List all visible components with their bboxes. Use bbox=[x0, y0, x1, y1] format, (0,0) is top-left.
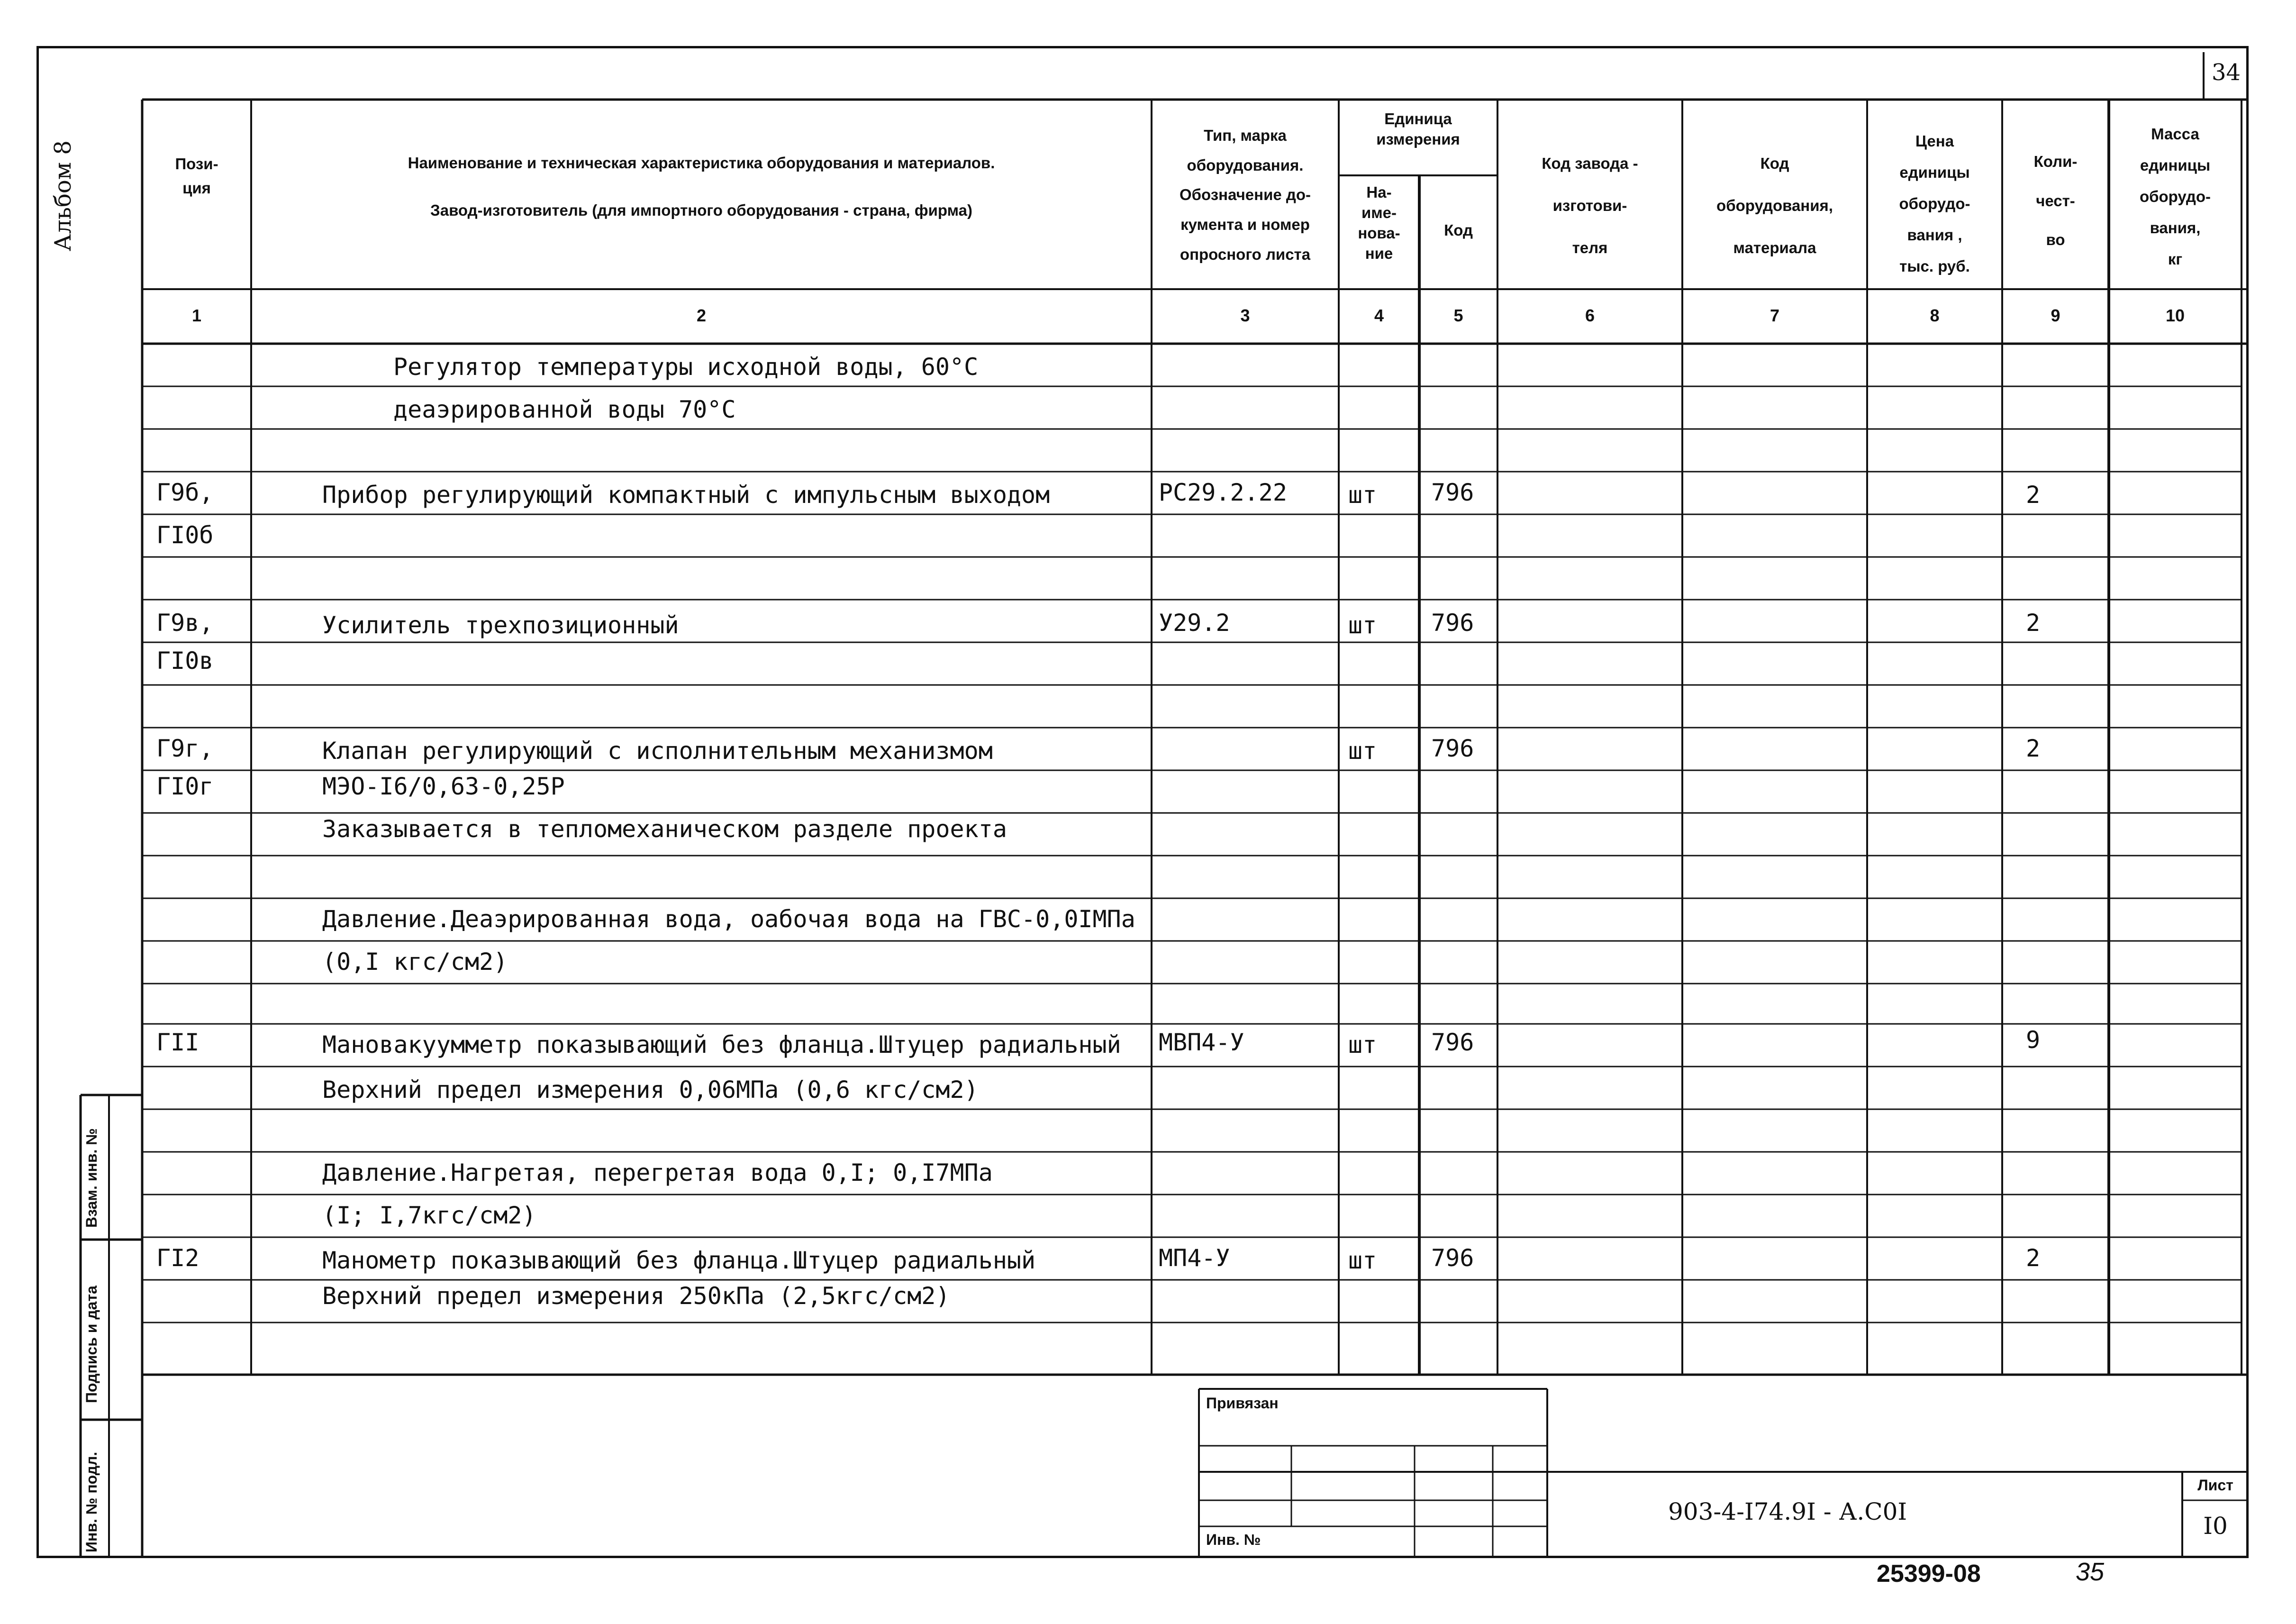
table-row-name: (0,I кгс/см2) bbox=[322, 948, 508, 976]
table-row-qty: 2 bbox=[2026, 1244, 2041, 1272]
sheet-label: Лист bbox=[2197, 1477, 2233, 1494]
footer-page-number: 35 bbox=[2076, 1558, 2105, 1586]
table-row-name: Прибор регулирующий компактный с импульсным выходом bbox=[322, 481, 1050, 509]
side-label-replace-inv: Взам. инв. № bbox=[83, 1128, 100, 1228]
table-row-name: Давление.Нагретая, перегретая вода 0,I; 0,I7МПа bbox=[322, 1159, 993, 1186]
table-row-name: Мановакуумметр показывающий без фланца.Штуцер радиальный bbox=[322, 1031, 1121, 1058]
table-row-position: ГII bbox=[156, 1029, 200, 1056]
header-type: Тип, марка оборудования. Обозначение до- кумента и номер опросного листа bbox=[1180, 127, 1311, 263]
table-row-qty: 2 bbox=[2026, 481, 2041, 509]
document-code: 903-4-I74.9I - А.С0I bbox=[1668, 1498, 1907, 1525]
table-row-name: Верхний предел измерения 0,06МПа (0,6 кгс/см2) bbox=[322, 1076, 979, 1104]
table-row-unit: шт bbox=[1348, 737, 1377, 765]
table-row-code: 796 bbox=[1431, 479, 1474, 506]
page-number: 34 bbox=[2211, 59, 2241, 86]
table-row-name: (I; I,7кгс/см2) bbox=[322, 1202, 536, 1229]
table-row-name: Давление.Деаэрированная вода, оабочая вода на ГВС-0,0IМПа bbox=[322, 905, 1135, 933]
table-row-type: МП4-У bbox=[1159, 1244, 1230, 1272]
side-label-inv-original: Инв. № подл. bbox=[83, 1451, 100, 1552]
table-row-name: Заказывается в тепломеханическом разделе проекта bbox=[322, 815, 1007, 843]
table-row-name: Верхний предел измерения 250кПа (2,5кгс/см2) bbox=[322, 1282, 950, 1310]
header-equipment-code: Код оборудования, материала bbox=[1716, 155, 1833, 257]
table-row-unit: шт bbox=[1348, 481, 1377, 509]
header-unit-group: Единица измерения bbox=[1376, 110, 1460, 148]
column-number: 1 bbox=[191, 306, 202, 325]
column-number: 2 bbox=[696, 306, 707, 325]
column-number: 9 bbox=[2051, 306, 2060, 325]
header-unit-code: Код bbox=[1444, 221, 1473, 239]
column-number: 10 bbox=[2165, 306, 2185, 325]
table-row-code: 796 bbox=[1431, 609, 1474, 637]
table-row-position: ГI2 bbox=[156, 1244, 200, 1272]
header-position: Пози- ция bbox=[175, 155, 218, 197]
album-label: Альбом 8 bbox=[50, 140, 76, 251]
column-number: 4 bbox=[1374, 306, 1384, 325]
header-unit-name: На- име- нова- ние bbox=[1358, 183, 1400, 262]
table-row-name: деаэрированной воды 70°С bbox=[393, 396, 736, 423]
table-row-type: РС29.2.22 bbox=[1159, 479, 1287, 506]
column-number: 6 bbox=[1585, 306, 1595, 325]
table-row-position: ГI0б bbox=[156, 521, 214, 549]
side-label-sign-date: Подпись и дата bbox=[83, 1286, 100, 1403]
sheet-number: I0 bbox=[2203, 1512, 2228, 1540]
header-quantity: Коли- чест- во bbox=[2033, 153, 2078, 248]
table-row-unit: шт bbox=[1348, 1031, 1377, 1058]
table-row-type: МВП4-У bbox=[1159, 1029, 1244, 1056]
table-row-unit: шт bbox=[1348, 611, 1377, 639]
table-row-code: 796 bbox=[1431, 1244, 1474, 1272]
header-price: Цена единицы оборудо- вания , тыс. руб. bbox=[1899, 132, 1970, 275]
table-row-qty: 9 bbox=[2026, 1026, 2041, 1054]
table-row-name: Клапан регулирующий с исполнительным механизмом bbox=[322, 737, 993, 765]
table-row-name: Регулятор температуры исходной воды, 60°С bbox=[393, 353, 979, 381]
header-factory-code: Код завода - изготови- теля bbox=[1542, 155, 1638, 257]
table-row-position: Г9б, bbox=[156, 479, 214, 506]
table-row-position: ГI0г bbox=[156, 773, 214, 800]
table-row-qty: 2 bbox=[2026, 735, 2041, 762]
header-mass: Масса единицы оборудо- вания, кг bbox=[2139, 125, 2211, 268]
column-number: 3 bbox=[1240, 306, 1250, 325]
table-row-name: МЭО-I6/0,63-0,25Р bbox=[322, 773, 565, 800]
header-name-line2: Завод-изготовитель (для импортного оборудования - страна, фирма) bbox=[430, 201, 972, 219]
table-row-position: ГI0в bbox=[156, 647, 214, 675]
stamp-inv-label: Инв. № bbox=[1206, 1531, 1261, 1548]
column-number: 8 bbox=[1930, 306, 1940, 325]
stamp-bound-label: Привязан bbox=[1206, 1395, 1279, 1412]
table-row-code: 796 bbox=[1431, 1029, 1474, 1056]
header-name-line1: Наименование и техническая характеристика оборудования и материалов. bbox=[408, 154, 995, 172]
order-number: 25399-08 bbox=[1877, 1560, 1981, 1588]
table-row-name: Усилитель трехпозиционный bbox=[322, 611, 679, 639]
table-row-name: Манометр показывающий без фланца.Штуцер радиальный bbox=[322, 1247, 1036, 1274]
table-row-position: Г9в, bbox=[156, 609, 214, 637]
column-number: 5 bbox=[1453, 306, 1463, 325]
table-row-type: У29.2 bbox=[1159, 609, 1230, 637]
table-row-code: 796 bbox=[1431, 735, 1474, 762]
column-number: 7 bbox=[1770, 306, 1780, 325]
table-row-unit: шт bbox=[1348, 1247, 1377, 1274]
table-row-position: Г9г, bbox=[156, 735, 214, 762]
table-row-qty: 2 bbox=[2026, 609, 2041, 637]
